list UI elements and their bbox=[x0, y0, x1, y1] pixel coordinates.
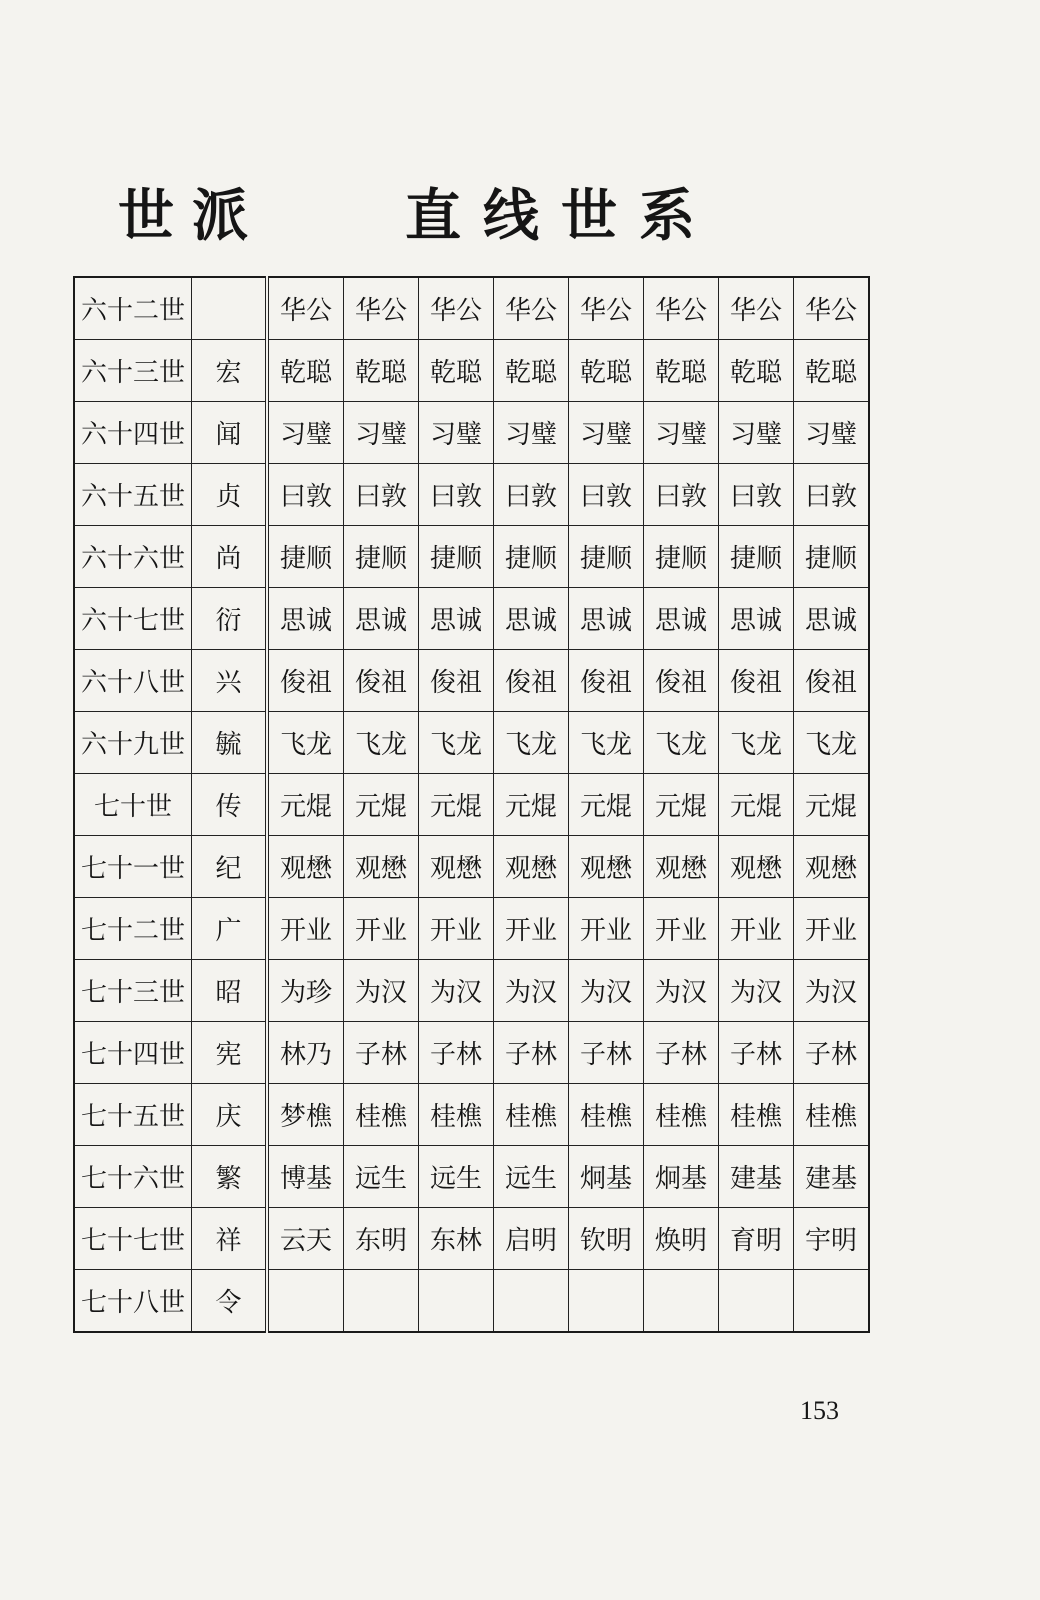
table-row bbox=[74, 898, 869, 960]
generation-cell: 六十七世 bbox=[74, 588, 192, 650]
pai-character-cell: 庆 bbox=[192, 1084, 268, 1146]
pai-character-cell: 纪 bbox=[192, 836, 268, 898]
name-cell: 炯基 bbox=[644, 1146, 719, 1208]
name-cell: 观懋 bbox=[344, 836, 419, 898]
name-cell bbox=[794, 1270, 870, 1333]
generation-cell: 六十三世 bbox=[74, 340, 192, 402]
table-row bbox=[74, 277, 869, 340]
name-cell: 俊祖 bbox=[794, 650, 870, 712]
name-cell: 习璧 bbox=[267, 402, 344, 464]
name-cell: 元焜 bbox=[419, 774, 494, 836]
name-cell: 飞龙 bbox=[794, 712, 870, 774]
table-row bbox=[74, 1270, 869, 1333]
name-cell: 曰敦 bbox=[344, 464, 419, 526]
generation-cell: 七十四世 bbox=[74, 1022, 192, 1084]
name-cell: 桂樵 bbox=[644, 1084, 719, 1146]
name-cell: 为珍 bbox=[267, 960, 344, 1022]
name-cell: 习璧 bbox=[794, 402, 870, 464]
pai-character-cell: 昭 bbox=[192, 960, 268, 1022]
name-cell: 东明 bbox=[344, 1208, 419, 1270]
name-cell: 元焜 bbox=[267, 774, 344, 836]
name-cell: 思诚 bbox=[494, 588, 569, 650]
name-cell: 梦樵 bbox=[267, 1084, 344, 1146]
name-cell bbox=[344, 1270, 419, 1333]
pai-character-cell: 祥 bbox=[192, 1208, 268, 1270]
title-lineage: 直线世系 bbox=[405, 183, 717, 249]
name-cell: 习璧 bbox=[419, 402, 494, 464]
name-cell: 乾聪 bbox=[344, 340, 419, 402]
name-cell bbox=[644, 1270, 719, 1333]
name-cell: 思诚 bbox=[794, 588, 870, 650]
name-cell: 观懋 bbox=[794, 836, 870, 898]
name-cell: 焕明 bbox=[644, 1208, 719, 1270]
name-cell: 曰敦 bbox=[794, 464, 870, 526]
generation-cell: 七十三世 bbox=[74, 960, 192, 1022]
pai-character-cell: 宪 bbox=[192, 1022, 268, 1084]
generation-cell: 六十四世 bbox=[74, 402, 192, 464]
name-cell: 捷顺 bbox=[267, 526, 344, 588]
table-row bbox=[74, 960, 869, 1022]
name-cell: 俊祖 bbox=[719, 650, 794, 712]
name-cell: 为汉 bbox=[494, 960, 569, 1022]
table-row bbox=[74, 836, 869, 898]
name-cell bbox=[267, 1270, 344, 1333]
name-cell: 博基 bbox=[267, 1146, 344, 1208]
name-cell: 俊祖 bbox=[644, 650, 719, 712]
table-row bbox=[74, 1208, 869, 1270]
table-row bbox=[74, 774, 869, 836]
table-row bbox=[74, 1146, 869, 1208]
name-cell: 俊祖 bbox=[419, 650, 494, 712]
name-cell: 炯基 bbox=[569, 1146, 644, 1208]
generation-cell: 七十世 bbox=[74, 774, 192, 836]
name-cell: 习璧 bbox=[644, 402, 719, 464]
name-cell: 飞龙 bbox=[719, 712, 794, 774]
pai-character-cell: 宏 bbox=[192, 340, 268, 402]
pai-character-cell bbox=[192, 277, 268, 340]
title-shipai: 世派 bbox=[118, 183, 266, 249]
name-cell: 开业 bbox=[644, 898, 719, 960]
name-cell: 云天 bbox=[267, 1208, 344, 1270]
name-cell: 开业 bbox=[794, 898, 870, 960]
name-cell: 开业 bbox=[569, 898, 644, 960]
name-cell: 华公 bbox=[644, 277, 719, 340]
name-cell: 俊祖 bbox=[494, 650, 569, 712]
table-row bbox=[74, 402, 869, 464]
name-cell: 育明 bbox=[719, 1208, 794, 1270]
name-cell: 元焜 bbox=[794, 774, 870, 836]
generation-cell: 六十九世 bbox=[74, 712, 192, 774]
pai-character-cell: 令 bbox=[192, 1270, 268, 1333]
name-cell: 观懋 bbox=[569, 836, 644, 898]
name-cell: 乾聪 bbox=[644, 340, 719, 402]
generation-cell: 六十八世 bbox=[74, 650, 192, 712]
pai-character-cell: 衍 bbox=[192, 588, 268, 650]
pai-character-cell: 贞 bbox=[192, 464, 268, 526]
name-cell: 曰敦 bbox=[494, 464, 569, 526]
generation-cell: 六十六世 bbox=[74, 526, 192, 588]
lineage-table bbox=[73, 276, 870, 1333]
name-cell: 乾聪 bbox=[267, 340, 344, 402]
table-row bbox=[74, 464, 869, 526]
name-cell: 捷顺 bbox=[644, 526, 719, 588]
name-cell: 曰敦 bbox=[719, 464, 794, 526]
name-cell: 子林 bbox=[644, 1022, 719, 1084]
name-cell: 乾聪 bbox=[419, 340, 494, 402]
generation-cell: 七十一世 bbox=[74, 836, 192, 898]
name-cell: 思诚 bbox=[644, 588, 719, 650]
generation-cell: 七十二世 bbox=[74, 898, 192, 960]
name-cell: 习璧 bbox=[494, 402, 569, 464]
name-cell: 开业 bbox=[494, 898, 569, 960]
name-cell: 桂樵 bbox=[794, 1084, 870, 1146]
name-cell: 俊祖 bbox=[569, 650, 644, 712]
name-cell: 为汉 bbox=[569, 960, 644, 1022]
name-cell: 观懋 bbox=[719, 836, 794, 898]
name-cell: 思诚 bbox=[569, 588, 644, 650]
name-cell: 观懋 bbox=[267, 836, 344, 898]
name-cell: 飞龙 bbox=[569, 712, 644, 774]
name-cell: 飞龙 bbox=[267, 712, 344, 774]
name-cell: 捷顺 bbox=[419, 526, 494, 588]
generation-cell: 七十五世 bbox=[74, 1084, 192, 1146]
name-cell bbox=[419, 1270, 494, 1333]
name-cell: 启明 bbox=[494, 1208, 569, 1270]
name-cell: 观懋 bbox=[419, 836, 494, 898]
lineage-table-body bbox=[74, 277, 869, 1332]
name-cell: 元焜 bbox=[494, 774, 569, 836]
table-row bbox=[74, 526, 869, 588]
name-cell: 桂樵 bbox=[344, 1084, 419, 1146]
table-row bbox=[74, 588, 869, 650]
name-cell: 飞龙 bbox=[494, 712, 569, 774]
name-cell: 远生 bbox=[494, 1146, 569, 1208]
name-cell: 捷顺 bbox=[494, 526, 569, 588]
name-cell: 观懋 bbox=[644, 836, 719, 898]
pai-character-cell: 尚 bbox=[192, 526, 268, 588]
name-cell: 思诚 bbox=[419, 588, 494, 650]
name-cell: 习璧 bbox=[569, 402, 644, 464]
name-cell: 曰敦 bbox=[419, 464, 494, 526]
name-cell: 曰敦 bbox=[644, 464, 719, 526]
name-cell: 元焜 bbox=[644, 774, 719, 836]
name-cell: 习璧 bbox=[719, 402, 794, 464]
generation-cell: 七十八世 bbox=[74, 1270, 192, 1333]
name-cell: 子林 bbox=[719, 1022, 794, 1084]
name-cell: 东林 bbox=[419, 1208, 494, 1270]
name-cell: 华公 bbox=[794, 277, 870, 340]
name-cell: 华公 bbox=[719, 277, 794, 340]
name-cell: 元焜 bbox=[719, 774, 794, 836]
name-cell: 乾聪 bbox=[569, 340, 644, 402]
name-cell: 为汉 bbox=[644, 960, 719, 1022]
pai-character-cell: 传 bbox=[192, 774, 268, 836]
name-cell: 曰敦 bbox=[267, 464, 344, 526]
name-cell: 为汉 bbox=[419, 960, 494, 1022]
name-cell: 华公 bbox=[494, 277, 569, 340]
name-cell: 子林 bbox=[794, 1022, 870, 1084]
name-cell: 捷顺 bbox=[794, 526, 870, 588]
name-cell: 远生 bbox=[419, 1146, 494, 1208]
generation-cell: 六十五世 bbox=[74, 464, 192, 526]
name-cell: 乾聪 bbox=[494, 340, 569, 402]
table-row bbox=[74, 650, 869, 712]
name-cell: 开业 bbox=[419, 898, 494, 960]
name-cell: 飞龙 bbox=[644, 712, 719, 774]
name-cell: 子林 bbox=[344, 1022, 419, 1084]
name-cell: 华公 bbox=[419, 277, 494, 340]
name-cell: 开业 bbox=[719, 898, 794, 960]
name-cell: 飞龙 bbox=[344, 712, 419, 774]
name-cell: 华公 bbox=[569, 277, 644, 340]
name-cell bbox=[719, 1270, 794, 1333]
name-cell: 建基 bbox=[719, 1146, 794, 1208]
name-cell: 元焜 bbox=[344, 774, 419, 836]
name-cell: 开业 bbox=[344, 898, 419, 960]
name-cell: 桂樵 bbox=[494, 1084, 569, 1146]
name-cell: 思诚 bbox=[267, 588, 344, 650]
name-cell: 观懋 bbox=[494, 836, 569, 898]
generation-cell: 七十六世 bbox=[74, 1146, 192, 1208]
generation-cell: 六十二世 bbox=[74, 277, 192, 340]
table-row bbox=[74, 340, 869, 402]
pai-character-cell: 繁 bbox=[192, 1146, 268, 1208]
pai-character-cell: 毓 bbox=[192, 712, 268, 774]
name-cell: 为汉 bbox=[794, 960, 870, 1022]
name-cell: 子林 bbox=[419, 1022, 494, 1084]
name-cell: 远生 bbox=[344, 1146, 419, 1208]
name-cell: 林乃 bbox=[267, 1022, 344, 1084]
name-cell: 乾聪 bbox=[719, 340, 794, 402]
name-cell: 俊祖 bbox=[267, 650, 344, 712]
name-cell: 曰敦 bbox=[569, 464, 644, 526]
pai-character-cell: 广 bbox=[192, 898, 268, 960]
name-cell: 桂樵 bbox=[569, 1084, 644, 1146]
name-cell: 华公 bbox=[267, 277, 344, 340]
name-cell: 思诚 bbox=[719, 588, 794, 650]
name-cell: 华公 bbox=[344, 277, 419, 340]
name-cell: 宇明 bbox=[794, 1208, 870, 1270]
name-cell: 元焜 bbox=[569, 774, 644, 836]
name-cell: 捷顺 bbox=[344, 526, 419, 588]
table-row bbox=[74, 1022, 869, 1084]
table-row bbox=[74, 1084, 869, 1146]
table-row bbox=[74, 712, 869, 774]
name-cell: 建基 bbox=[794, 1146, 870, 1208]
name-cell: 桂樵 bbox=[719, 1084, 794, 1146]
name-cell: 飞龙 bbox=[419, 712, 494, 774]
name-cell: 钦明 bbox=[569, 1208, 644, 1270]
name-cell: 俊祖 bbox=[344, 650, 419, 712]
name-cell: 为汉 bbox=[719, 960, 794, 1022]
name-cell: 子林 bbox=[494, 1022, 569, 1084]
name-cell: 捷顺 bbox=[569, 526, 644, 588]
pai-character-cell: 兴 bbox=[192, 650, 268, 712]
name-cell bbox=[569, 1270, 644, 1333]
name-cell: 子林 bbox=[569, 1022, 644, 1084]
name-cell: 思诚 bbox=[344, 588, 419, 650]
name-cell: 捷顺 bbox=[719, 526, 794, 588]
generation-cell: 七十七世 bbox=[74, 1208, 192, 1270]
name-cell: 习璧 bbox=[344, 402, 419, 464]
name-cell bbox=[494, 1270, 569, 1333]
name-cell: 开业 bbox=[267, 898, 344, 960]
page-number: 153 bbox=[800, 1396, 839, 1425]
name-cell: 为汉 bbox=[344, 960, 419, 1022]
pai-character-cell: 闻 bbox=[192, 402, 268, 464]
name-cell: 桂樵 bbox=[419, 1084, 494, 1146]
name-cell: 乾聪 bbox=[794, 340, 870, 402]
